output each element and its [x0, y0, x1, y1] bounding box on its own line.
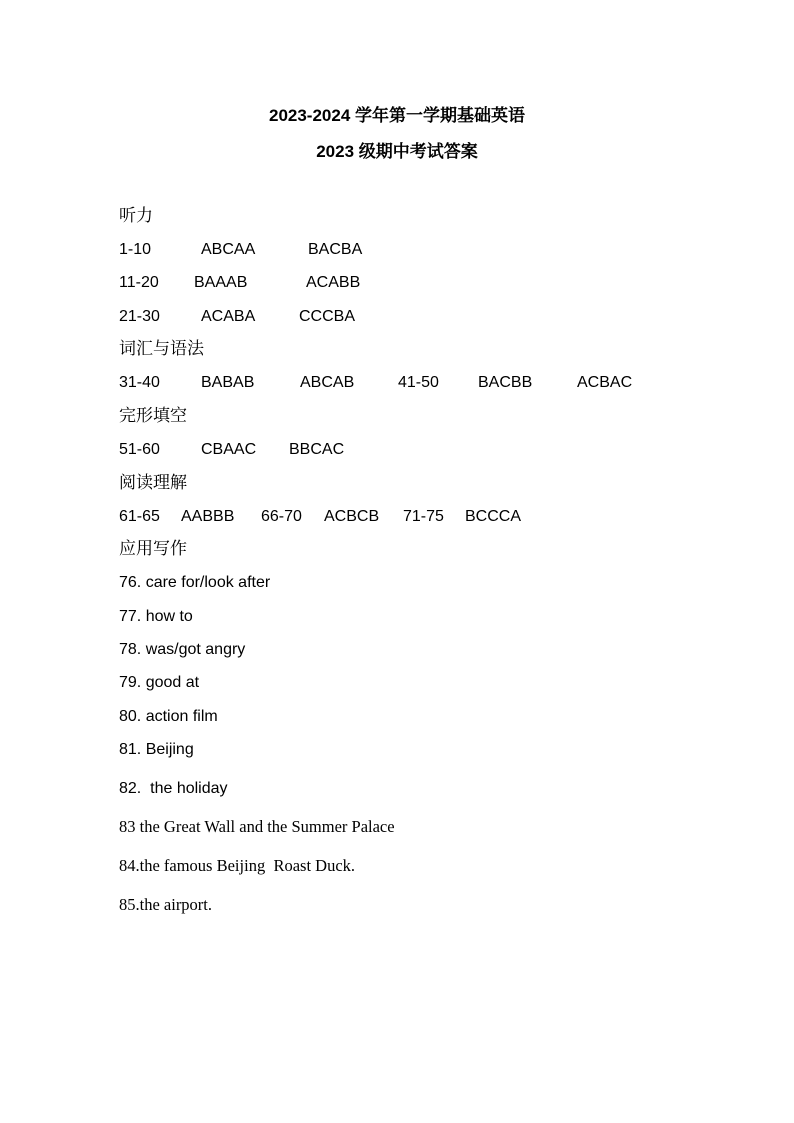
section-heading-vocab: 词汇与语法	[119, 339, 204, 358]
answer-group: ACABB	[306, 274, 361, 291]
writing-answer: 81. Beijing	[119, 741, 194, 758]
answer-group: ACBAC	[577, 374, 633, 391]
writing-answer: 85.the airport.	[119, 895, 213, 914]
section-heading-cloze: 完形填空	[119, 406, 187, 425]
answer-group: ABCAB	[300, 374, 355, 391]
section-heading-listening: 听力	[119, 206, 153, 225]
writing-answer: 83 the Great Wall and the Summer Palace	[119, 817, 395, 836]
answer-group: BACBA	[308, 241, 363, 258]
writing-answer: 77. how to	[119, 608, 193, 625]
question-range: 41-50	[398, 374, 439, 391]
answer-group: BCCCA	[465, 508, 522, 525]
question-range: 66-70	[261, 508, 302, 525]
answer-group: BABAB	[201, 374, 255, 391]
section-heading-writing: 应用写作	[119, 539, 187, 558]
question-range: 1-10	[119, 241, 152, 258]
question-range: 61-65	[119, 508, 160, 525]
answer-group: ACBCB	[324, 508, 380, 525]
question-range: 21-30	[119, 308, 160, 325]
question-range: 51-60	[119, 441, 160, 458]
writing-answer: 78. was/got angry	[119, 641, 246, 658]
section-heading-reading: 阅读理解	[119, 473, 187, 492]
answer-group: ABCAA	[201, 241, 256, 258]
question-range: 31-40	[119, 374, 160, 391]
writing-answer: 84.the famous Beijing Roast Duck.	[119, 856, 356, 875]
answer-group: CBAAC	[201, 441, 257, 458]
document-title: 2023-2024 学年第一学期基础英语	[268, 106, 526, 125]
question-range: 71-75	[403, 508, 444, 525]
question-range: 11-20	[119, 274, 159, 291]
writing-answer: 79. good at	[119, 674, 200, 691]
answer-group: AABBB	[181, 508, 235, 525]
writing-answer: 76. care for/look after	[119, 574, 271, 591]
answer-group: CCCBA	[299, 308, 356, 325]
answer-group: ACABA	[201, 308, 256, 325]
answer-group: BACBB	[478, 374, 533, 391]
answer-group: BAAAB	[194, 274, 248, 291]
answer-group: BBCAC	[289, 441, 345, 458]
writing-answer: 80. action film	[119, 708, 218, 725]
writing-answer: 82. the holiday	[119, 780, 228, 797]
document-subtitle: 2023 级期中考试答案	[316, 142, 478, 161]
